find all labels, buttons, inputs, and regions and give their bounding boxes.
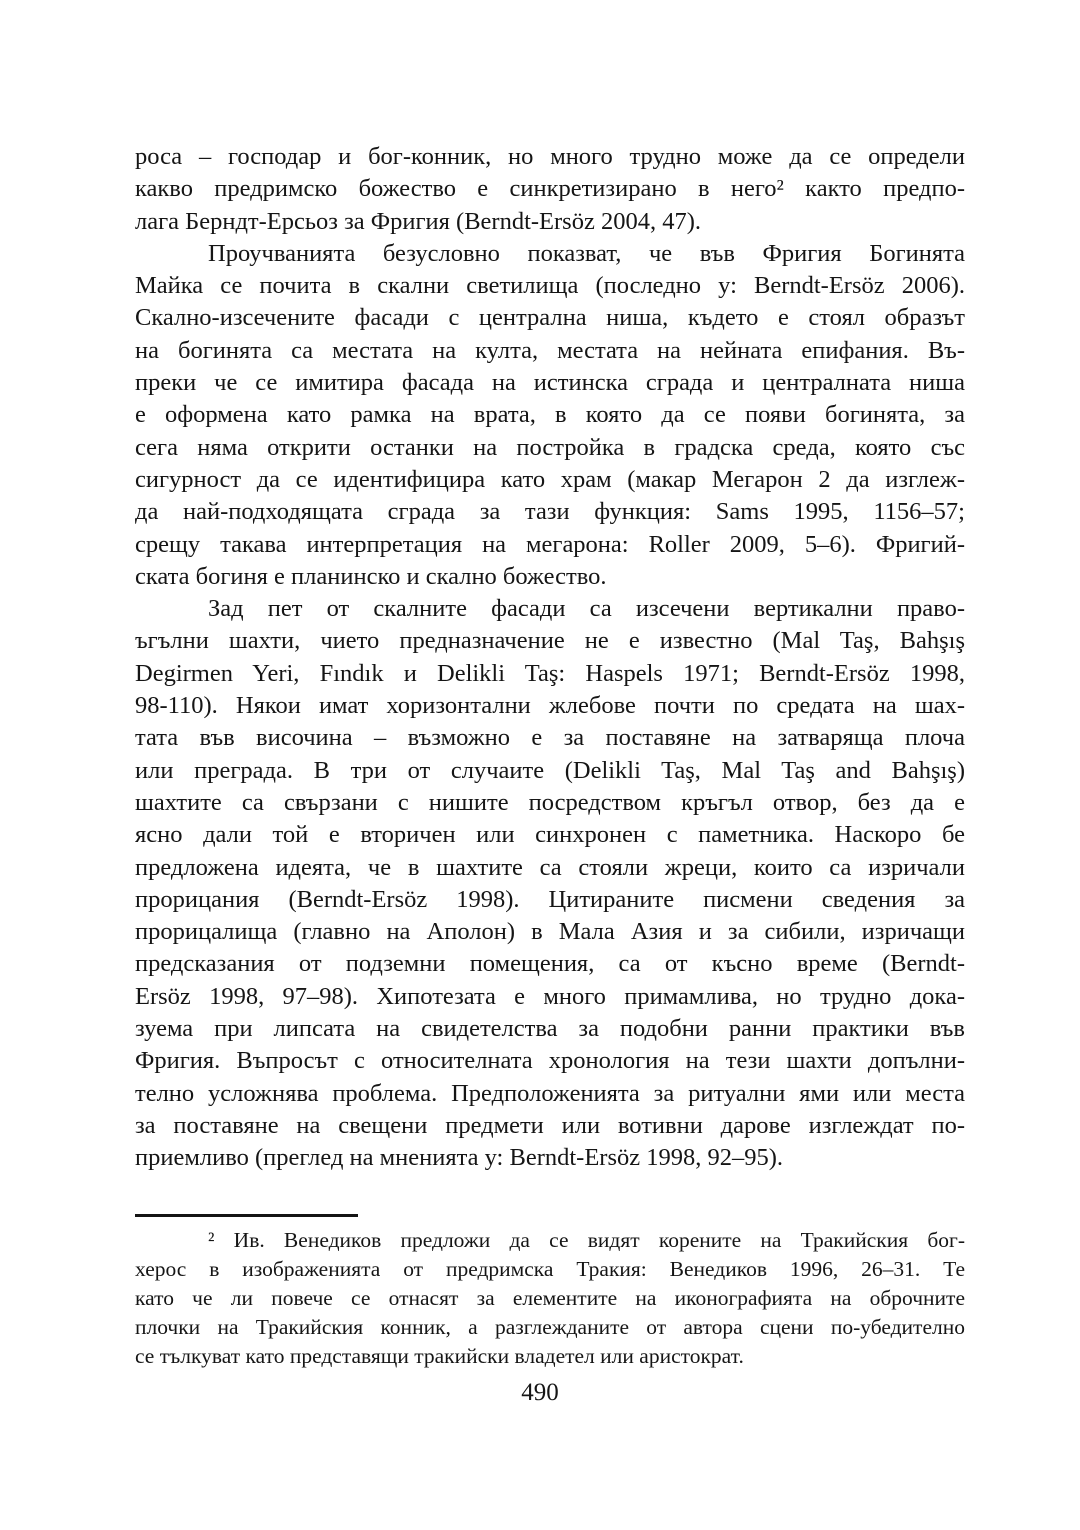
text-line: Скално-изсечените фасади с централна ниша, където е стоял образът: [135, 304, 965, 332]
text-line: роса – господар и бог-конник, но много трудно може да се определи: [135, 143, 965, 170]
text-line: Degirmen Yeri, Fındık и Delikli Taş: Haspels 1971; Berndt-Ersöz 1998,: [135, 659, 965, 687]
footnote-line: като че ли повече се отнасят за елементите на иконографията на оброчните: [135, 1286, 965, 1310]
text-line: предсказания от подземни помещения, са от късно време (Berndt-: [135, 950, 965, 978]
text-line: зуема при липсата на свидетелства за подобни ранни практики във: [135, 1015, 965, 1043]
footnote-line: се тълкуват като представящи тракийски владетел или аристократ.: [135, 1344, 744, 1368]
text-line: приемливо (преглед на мненията у: Berndt-Ersöz 1998, 92–95).: [135, 1144, 784, 1172]
text-line: за поставяне на свещени предмети или вотивни дарове изглеждат по-: [135, 1111, 965, 1139]
text-line: ската богиня е планинско и скално божество.: [135, 562, 607, 590]
text-line: ясно дали той е вторичен или синхронен с паметника. Наскоро бе: [135, 821, 965, 849]
footnote-line: плочки на Тракийския конник, а разглежданите от автора сцени по-убедително: [135, 1315, 965, 1339]
text-line: преки че се имитира фасада на истинска сграда и централната ниша: [135, 369, 965, 397]
text-line: срещу такава интерпретация на мегарона: Roller 2009, 5–6). Фригий-: [135, 530, 965, 558]
text-line: шахтите са свързани с нишите посредством кръгъл отвор, без да е: [135, 788, 965, 816]
text-line: предложена идеята, че в шахтите са стояли жреци, които са изричали: [135, 853, 965, 881]
footnote-divider: [135, 1214, 358, 1217]
text-line: тата във височина – възможно е за поставяне на затваряща плоча: [135, 724, 965, 752]
body-text: [135, 141, 965, 1175]
text-line: телно усложнява проблема. Предположенията за ритуални ями или места: [135, 1079, 965, 1107]
footnote-line: ² Ив. Венедиков предложи да се видят корените на Тракийския бог-: [208, 1228, 965, 1252]
footnote-line: херос в изображенията от предримска Тракия: Венедиков 1996, 26–31. Те: [135, 1257, 965, 1281]
text-line: прорицалища (главно на Аполон) в Мала Азия и за сибили, изричащи: [135, 918, 965, 946]
text-line: какво предримско божество е синкретизирано в него² както предпо-: [135, 175, 965, 203]
text-line: лага Берндт-Ерсьоз за Фригия (Berndt-Ersöz 2004, 47).: [135, 207, 701, 235]
text-line: Фригия. Въпросът с относителната хронология на тези шахти допълни-: [135, 1047, 965, 1075]
text-line: сега няма открити останки на постройка в градска среда, която със: [135, 433, 965, 461]
footnote-text: [135, 1226, 965, 1371]
text-line: Проучванията безусловно показват, че във Фригия Богинята: [208, 239, 965, 267]
text-line: ъгълни шахти, чието предназначение не е известно (Mal Taş, Bahşış: [135, 627, 965, 655]
text-line: или преграда. В три от случаите (Delikli Taş, Mal Taş and Bahşış): [135, 756, 965, 784]
page-number: 490: [521, 1379, 559, 1406]
text-line: Зад пет от скалните фасади са изсечени вертикални право-: [208, 595, 965, 623]
text-line: Ersöz 1998, 97–98). Хипотезата е много примамлива, но трудно дока-: [135, 982, 965, 1010]
text-line: 98-110). Някои имат хоризонтални жлебове почти по средата на шах-: [135, 692, 965, 720]
text-line: прорицания (Berndt-Ersöz 1998). Цитираните писмени сведения за: [135, 885, 965, 913]
text-line: сигурност да се идентифицира като храм (макар Мегарон 2 да изглеж-: [135, 465, 965, 493]
text-line: да най-подходящата сграда за тази функция: Sams 1995, 1156–57;: [135, 498, 965, 526]
text-line: на богинята са местата на култа, местата на нейната епифания. Въ-: [135, 336, 965, 364]
text-line: Майка се почита в скални светилища (последно у: Berndt-Ersöz 2006).: [135, 272, 965, 300]
text-line: е оформена като рамка на врата, в която да се появи богинята, за: [135, 401, 965, 429]
